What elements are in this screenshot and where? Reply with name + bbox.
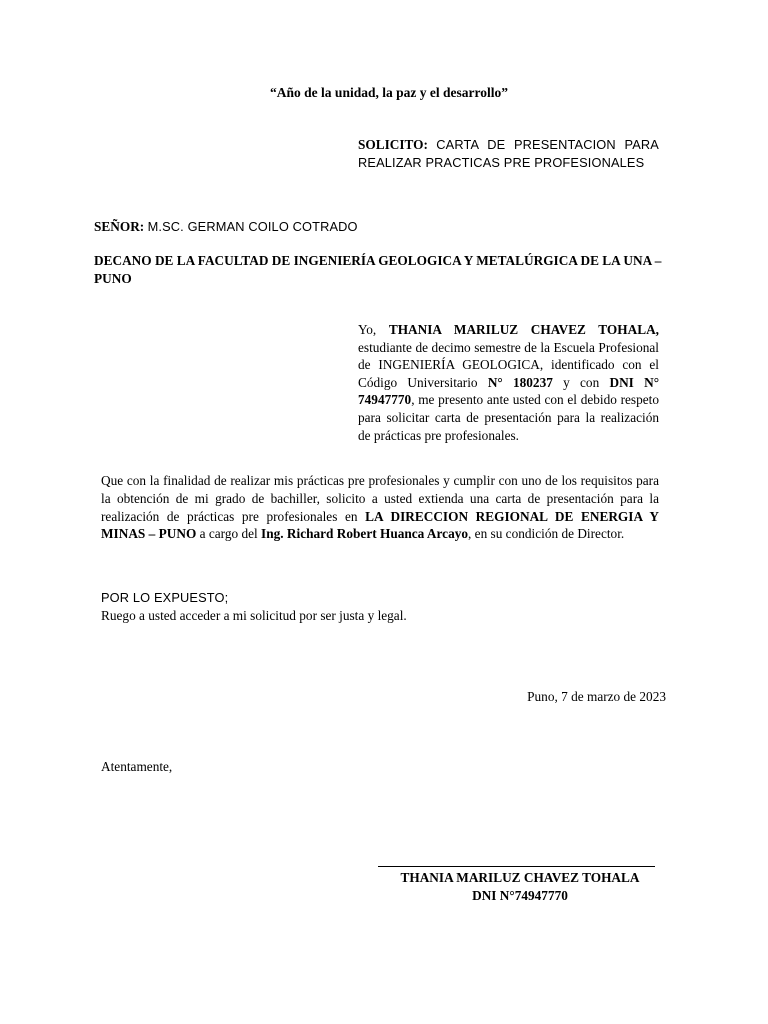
- request-text-3: , en su condición de Director.: [468, 526, 625, 542]
- subject-block: [358, 136, 659, 171]
- intro-yo: Yo,: [358, 322, 377, 337]
- signature-name: THANIA MARILUZ CHAVEZ TOHALA: [400, 870, 640, 885]
- request-text-1: Que con la finalidad de realizar mis prácticas pre profesionales y cumplir con uno de los requisitos para la obtención de mi grado de bachiller, solicito a usted extienda una carta de presentación para la realización de prácticas pre profesionales en: [101, 473, 659, 524]
- request-paragraph: [101, 472, 659, 543]
- document-motto: “Año de la unidad, la paz y el desarrollo”: [270, 85, 508, 100]
- student-dni: DNI N° 74947770: [358, 374, 660, 408]
- addressee-name: M.SC. GERMAN COILO COTRADO: [147, 219, 358, 234]
- closing-expuesto: POR LO EXPUESTO;: [101, 590, 229, 605]
- addressee-label: SEÑOR:: [94, 219, 145, 234]
- signature-line: [378, 866, 655, 867]
- addressee-title: DECANO DE LA FACULTAD DE INGENIERÍA GEOLOGICA Y METALÚRGICA DE LA UNA – PUNO: [94, 253, 662, 286]
- intro-escuela: Escuela Profesional de INGENIERÍA GEOLOGICA,: [358, 339, 660, 373]
- addressee-line: [94, 219, 358, 235]
- student-code: N° 180237: [487, 374, 553, 390]
- student-name: THANIA MARILUZ CHAVEZ TOHALA,: [388, 322, 659, 337]
- subject-text: CARTA DE PRESENTACION PARA REALIZAR PRACTICAS PRE PROFESIONALES: [358, 137, 659, 170]
- intro-text-3: , me presento ante usted con el debido respeto para solicitar carta de presentación para la realización de prácticas pre profesionales.: [358, 392, 659, 443]
- signature-dni: DNI N°74947770: [472, 887, 568, 903]
- organization-name: LA DIRECCION REGIONAL DE ENERGIA Y MINAS – PUNO: [101, 508, 660, 542]
- intro-paragraph: [358, 321, 659, 444]
- closing-ruego: Ruego a usted acceder a mi solicitud por ser justa y legal.: [101, 608, 407, 623]
- intro-text-1: estudiante de decimo semestre de la: [358, 339, 550, 355]
- subject-label: SOLICITO:: [358, 137, 428, 152]
- sign-off: Atentamente,: [101, 759, 173, 774]
- closing-block: [101, 589, 407, 625]
- date-line: Puno, 7 de marzo de 2023: [527, 689, 666, 704]
- request-text-2: a cargo del: [199, 526, 258, 542]
- intro-text-2: identificado con el Código Universitario: [358, 357, 660, 390]
- intro-and: y con: [563, 374, 600, 390]
- signature-block: [370, 869, 670, 904]
- engineer-name: Ing. Richard Robert Huanca Arcayo: [261, 526, 469, 542]
